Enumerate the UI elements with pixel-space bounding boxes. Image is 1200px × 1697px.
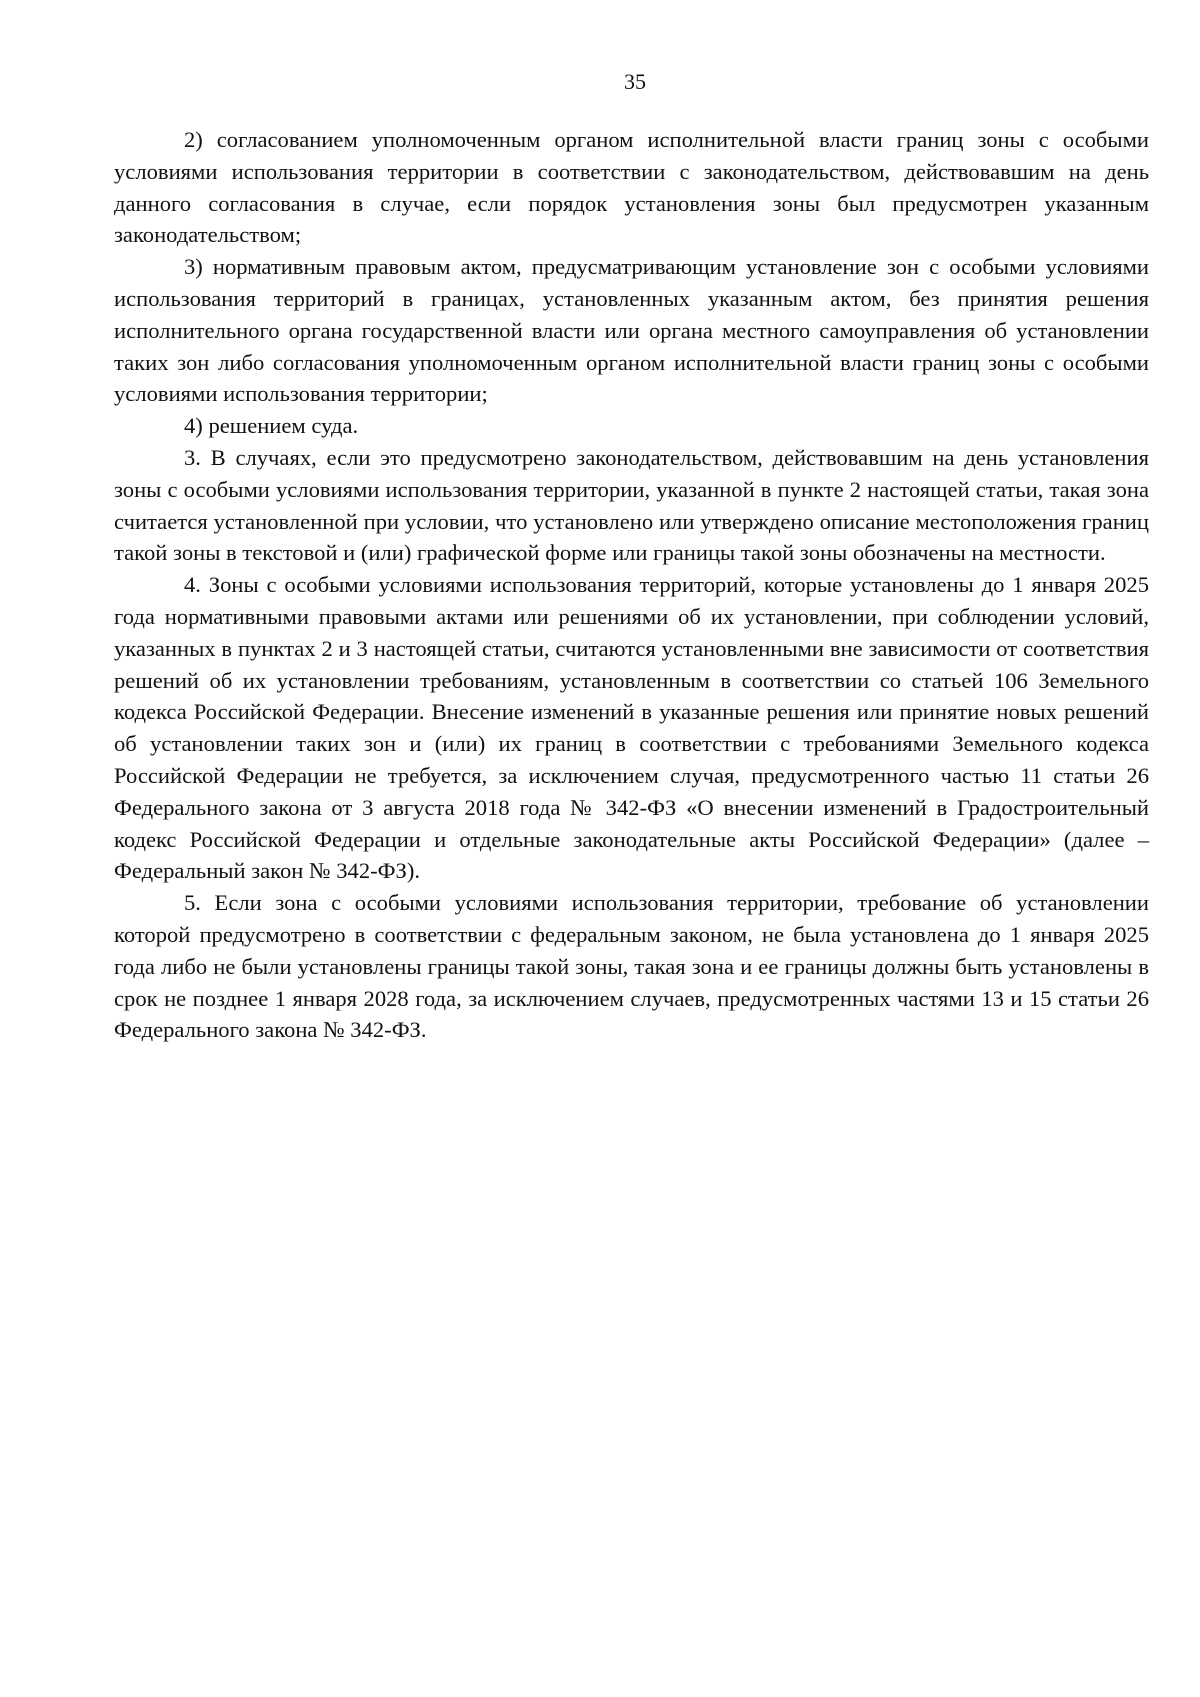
paragraph-item-3: 3) нормативным правовым актом, предусматривающим установление зон с особыми условиями использования территорий в границах, установленных указанным актом, без принятия решения исполнительного органа государственной власти или органа местного самоуправления об установлении таких зон либо согласования уполномоченным органом исполнительной власти границ зоны с особыми условиями использования территории; xyxy=(114,254,1149,407)
paragraph-point-5: 5. Если зона с особыми условиями использования территории, требование об установлении которой предусмотрено в соответствии с федеральным законом, не была установлена до 1 января 2025 года либо не были установлены границы такой зоны, такая зона и ее границы должны быть установлены в срок не позднее 1 января 2028 года, за исключением случаев, предусмотренных частями 13 и 15 статьи 26 Федерального закона № 342-ФЗ. xyxy=(114,890,1149,1043)
page-number: 35 xyxy=(624,69,646,94)
paragraph-item-2: 2) согласованием уполномоченным органом исполнительной власти границ зоны с особыми условиями использования территории в соответствии с законодательством, действовавшим на день данного согласования в случае, если порядок установления зоны был предусмотрен указанным законодательством; xyxy=(114,127,1149,248)
paragraph-item-4: 4) решением суда. xyxy=(184,413,359,439)
paragraph-point-3: 3. В случаях, если это предусмотрено законодательством, действовавшим на день установления зоны с особыми условиями использования территории, указанной в пункте 2 настоящей статьи, такая зона считается установленной при условии, что установлено или утверждено описание местоположения границ такой зоны в текстовой и (или) графической форме или границы такой зоны обозначены на местности. xyxy=(114,444,1149,566)
paragraph-point-4: 4. Зоны с особыми условиями использования территорий, которые установлены до 1 января 2025 года нормативными правовыми актами или решениями об их установлении, при соблюдении условий, указанных в пунктах 2 и 3 настоящей статьи, считаются установленными вне зависимости от соответствия решений об их установлении требованиям, установленным в соответствии со статьей 106 Земельного кодекса Российской Федерации. Внесение изменений в указанные решения или принятие новых решений об установлении таких зон и (или) их границ в соответствии с требованиями Земельного кодекса Российской Федерации не требуется, за исключением случая, предусмотренного частью 11 статьи 26 Федерального закона от 3 августа 2018 года № 342-ФЗ «О внесении изменений в Градостроительный кодекс Российской Федерации и отдельные законодательные акты Российской Федерации» (далее – Федеральный закон № 342-ФЗ). xyxy=(114,572,1149,884)
document-body xyxy=(114,124,1149,1046)
